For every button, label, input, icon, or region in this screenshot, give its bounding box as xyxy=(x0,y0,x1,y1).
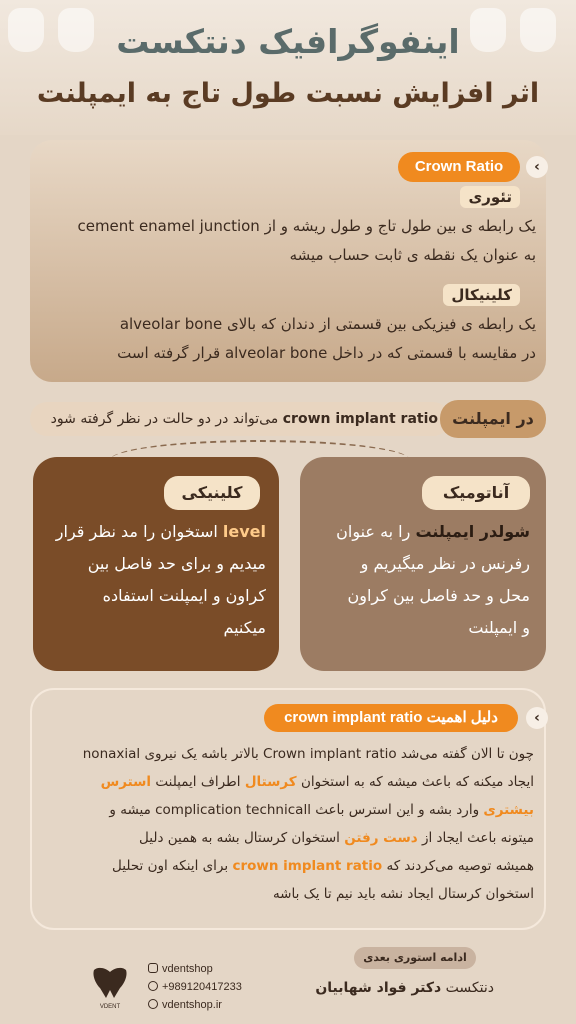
svg-text:VDENT: VDENT xyxy=(99,1004,121,1010)
vdent-logo xyxy=(88,962,132,1010)
theory-badge: تئوری xyxy=(460,186,520,208)
anatomic-box-text: شولدر ایمپلنت را به عنوان رفرنس در نظر میگیریم و محل و حد فاصل بین کراون و ایمپلنت xyxy=(336,522,530,637)
phone-number[interactable]: +989120417233 xyxy=(148,981,242,993)
theory-text: یک رابطه ی بین طول تاج و طول ریشه و از cement enamel junction به عنوان یک نقطه ی ثابت حساب میشه xyxy=(77,217,536,264)
importance-tag: دلیل اهمیت crown implant ratio xyxy=(264,704,518,732)
chevron-left-icon: ‹ xyxy=(526,156,548,178)
whatsapp-icon xyxy=(148,981,158,991)
crown-ratio-tag: Crown Ratio xyxy=(398,152,520,182)
signature: دنتکست دکتر فواد شهابیان xyxy=(315,980,494,996)
importance-text: چون تا الان گفته می‌شد Crown implant ratio بالاتر باشه یک نیروی nonaxial ایجاد میکنه که باعث میشه که به استخوان کرستال اطراف ایمپلنت استرس بیشتری وارد بشه و این استرس باعث complication technicall میشه و میتونه باعث ایجاد از دست رفتن استخوان کرستال بشه به همین دلیل همیشه توصیه می‌کردند که crown implant ratio برای اینکه اون تحلیل استخوان کرستال ایجاد نشه باید نیم تا یک باشه xyxy=(82,746,534,902)
anatomic-box-tag: آناتومیک xyxy=(422,476,530,510)
clinical-box-tag: کلینیکی xyxy=(164,476,260,510)
clinical-text: یک رابطه ی فیزیکی بین قسمتی از دندان که بالای alveolar bone در مقایسه با قسمتی که در داخل alveolar bone قرار گرفته است xyxy=(117,315,536,362)
website-link[interactable]: vdentshop.ir xyxy=(148,999,222,1011)
globe-icon xyxy=(148,999,158,1009)
header-background xyxy=(0,0,576,135)
clinical-box-text: level استخوان را مد نظر قرار میدیم و برای حد فاصل بین کراون و ایمپلنت استفاده میکنیم xyxy=(55,522,266,637)
clinical-badge: کلینیکال xyxy=(443,284,520,306)
next-story-tag: ادامه استوری بعدی xyxy=(354,947,476,969)
chevron-left-icon: ‹ xyxy=(526,707,548,729)
implant-description: crown implant ratio می‌تواند در دو حالت در نظر گرفته شود xyxy=(30,402,450,436)
page-title: اینفوگرافیک دنتکست xyxy=(116,22,460,61)
page-subtitle: اثر افزایش نسبت طول تاج به ایمپلنت xyxy=(36,78,540,109)
implant-tag: در ایمپلنت xyxy=(440,400,546,438)
instagram-handle[interactable]: vdentshop xyxy=(148,963,213,975)
instagram-icon xyxy=(148,963,158,973)
